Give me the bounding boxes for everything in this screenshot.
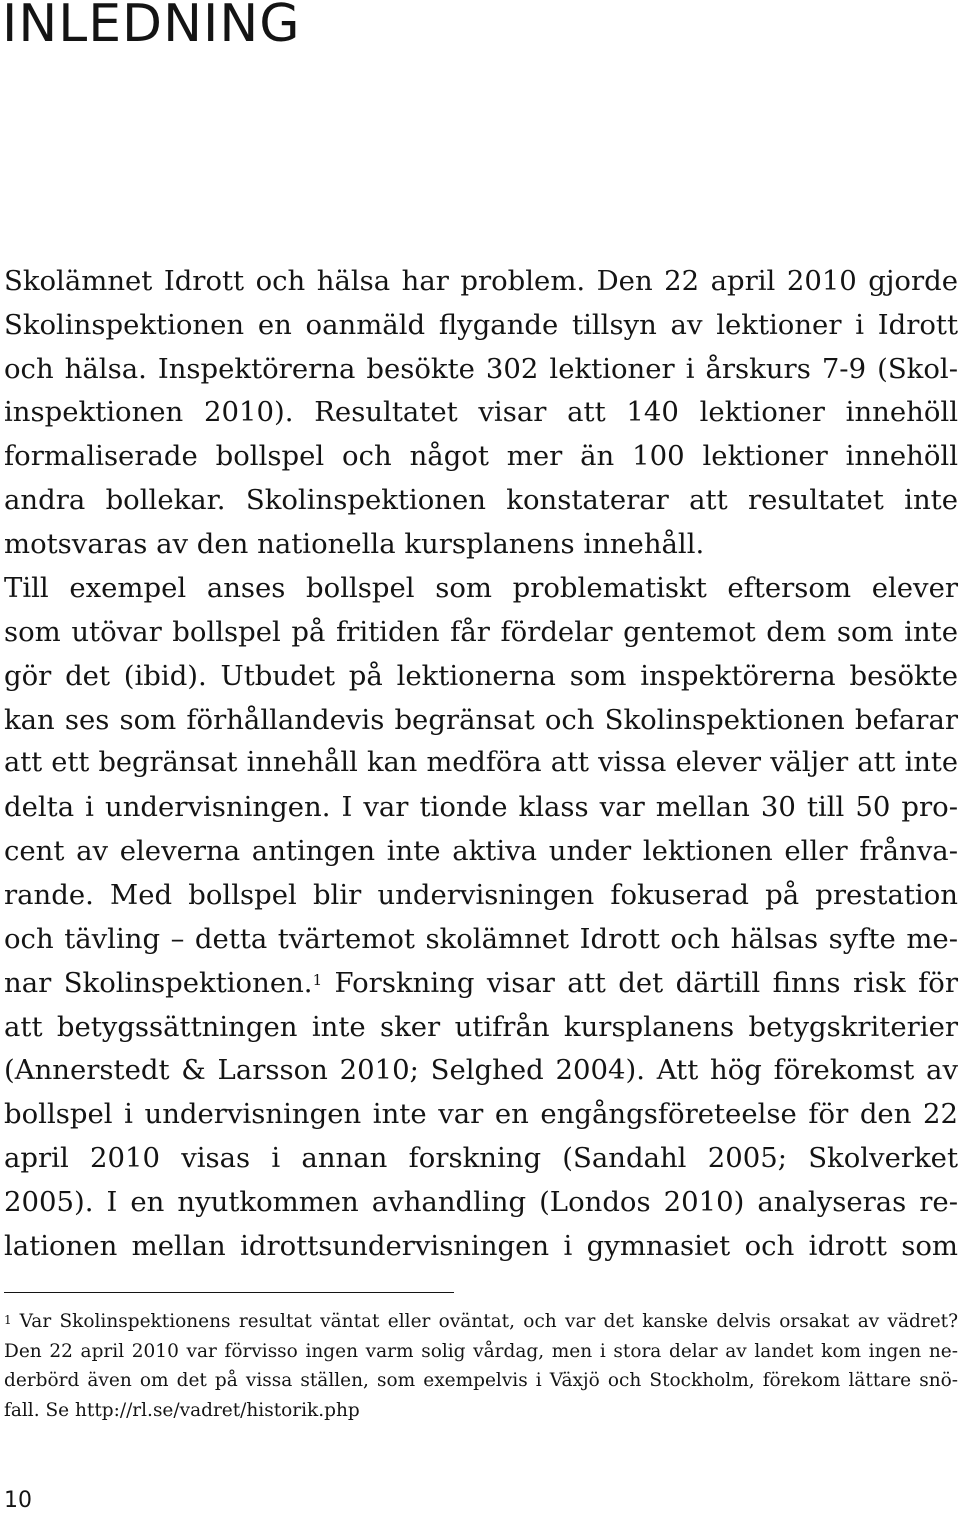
body-line: Till exempel anses bollspel som problematiskt eftersom elever <box>4 572 958 604</box>
body-line <box>4 964 958 1002</box>
body-text-segment: Forskning visar att det därtill finns risk för <box>322 967 958 999</box>
footnote-marker: 1 <box>4 1313 12 1327</box>
body-line: att betygssättningen inte sker utifrån kursplanens betygskriterier <box>4 1011 958 1043</box>
body-line: och tävling – detta tvärtemot skolämnet Idrott och hälsas syfte me- <box>4 923 958 955</box>
footnote-line: fall. Se http://rl.se/vadret/historik.php <box>4 1400 360 1421</box>
body-line: lationen mellan idrottsundervisningen i gymnasiet och idrott som <box>4 1230 958 1262</box>
footnote-separator <box>4 1292 454 1293</box>
footnote-text: Var Skolinspektionens resultat väntat eller oväntat, och var det kanske delvis orsakat av vädret? <box>19 1311 958 1332</box>
body-line: som utövar bollspel på fritiden får fördelar gentemot dem som inte <box>4 616 958 648</box>
body-line: inspektionen 2010). Resultatet visar att 140 lektioner innehöll <box>4 396 958 428</box>
body-line: (Annerstedt & Larsson 2010; Selghed 2004). Att hög förekomst av <box>4 1054 958 1086</box>
footnote-line: derbörd även om det på vissa ställen, som exempelvis i Växjö och Stockholm, förekom lättare snö- <box>4 1370 958 1391</box>
body-line: april 2010 visas i annan forskning (Sandahl 2005; Skolverket <box>4 1142 958 1174</box>
body-line: gör det (ibid). Utbudet på lektionerna som inspektörerna besökte <box>4 660 958 692</box>
body-line: kan ses som förhållandevis begränsat och Skolinspektionen befarar <box>4 704 958 736</box>
body-line: formaliserade bollspel och något mer än 100 lektioner innehöll <box>4 440 958 472</box>
footnote-line <box>4 1308 958 1336</box>
body-line: Skolinspektionen en oanmäld flygande tillsyn av lektioner i Idrott <box>4 309 958 341</box>
body-line: bollspel i undervisningen inte var en engångsföreteelse för den 22 <box>4 1098 958 1130</box>
body-line: delta i undervisningen. I var tionde klass var mellan 30 till 50 pro- <box>4 791 958 823</box>
body-line: andra bollekar. Skolinspektionen konstaterar att resultatet inte <box>4 484 958 516</box>
body-line: 2005). I en nyutkommen avhandling (Londos 2010) analyseras re- <box>4 1186 958 1218</box>
body-line: motsvaras av den nationella kursplanens innehåll. <box>4 528 705 560</box>
body-line: rande. Med bollspel blir undervisningen fokuserad på prestation <box>4 879 958 911</box>
body-line: cent av eleverna antingen inte aktiva under lektionen eller frånva- <box>4 835 958 867</box>
body-line: och hälsa. Inspektörerna besökte 302 lektioner i årskurs 7-9 (Skol- <box>4 353 958 385</box>
body-line: Skolämnet Idrott och hälsa har problem. Den 22 april 2010 gjorde <box>4 265 958 297</box>
footnote-line: Den 22 april 2010 var förvisso ingen varm solig vårdag, men i stora delar av landet kom ingen ne- <box>4 1341 958 1362</box>
section-heading: INLEDNING <box>2 0 301 54</box>
body-text-segment: nar Skolinspektionen. <box>4 967 313 999</box>
page-number: 10 <box>4 1488 32 1513</box>
body-line: att ett begränsat innehåll kan medföra att vissa elever väljer att inte <box>4 747 958 778</box>
footnote-reference[interactable]: 1 <box>312 971 323 989</box>
